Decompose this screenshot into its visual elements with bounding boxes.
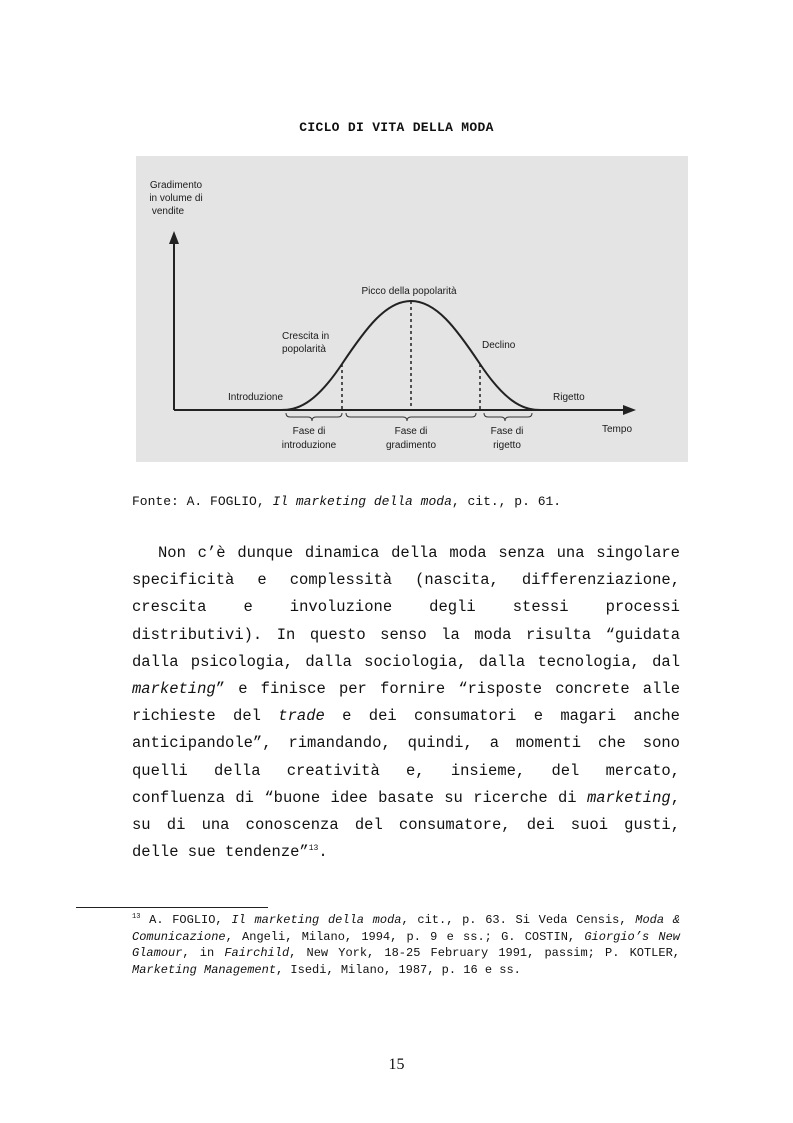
y-axis-label-line-1: Gradimento	[149, 180, 203, 191]
x-axis-arrow	[623, 405, 636, 415]
paragraph-italic-2: trade	[278, 707, 325, 726]
figure-source	[132, 494, 561, 509]
source-book-title: Il marketing della moda	[272, 494, 452, 509]
paragraph-text-2: ” e finisce per fornire “risposte concrete alle richieste del	[132, 680, 680, 726]
y-axis-label-line-2: in volume di	[149, 193, 203, 204]
y-axis-label-line-3: vendite	[151, 206, 185, 217]
phase-rigetto-line-1: Fase di	[490, 426, 524, 437]
footnote-text-4: , in	[182, 946, 225, 960]
footnote-separator	[76, 907, 268, 908]
bracket-rigetto	[484, 413, 532, 421]
paragraph-italic-1: marketing	[132, 680, 216, 699]
y-axis-arrow	[169, 231, 179, 244]
footnote-text-5: , New York, 18-25 February 1991, passim; P. KOTLER,	[289, 946, 680, 960]
footnote-reference[interactable]: 13	[308, 844, 319, 854]
paragraph-text-1: Non c’è dunque dinamica della moda senza una singolare specificità e complessità (nascita, differenziazione, crescita e involuzione degli stessi processi distributivi). In questo senso la moda risulta “guidata dalla psicologia, dalla sociologia, dalla tecnologia, dal	[132, 544, 680, 671]
paragraph-text-4: , su di una conoscenza del consumatore, dei suoi gusti, delle sue tendenze”	[132, 788, 680, 862]
page-number: 15	[388, 1056, 405, 1073]
footnote-italic-2: Moda & Comunicazione	[132, 913, 680, 944]
paragraph-end: .	[318, 843, 328, 862]
label-crescita-2: popolarità	[282, 344, 326, 355]
phase-gradimento-line-1: Fase di	[394, 426, 428, 437]
label-introduzione: Introduzione	[228, 392, 284, 403]
fashion-life-cycle-figure	[136, 156, 688, 462]
phase-rigetto-line-2: rigetto	[493, 440, 521, 451]
phase-introduzione-line-1: Fase di	[292, 426, 326, 437]
footnote-italic-4: Fairchild	[224, 946, 290, 960]
footnote-text-6: , Isedi, Milano, 1987, p. 16 e ss.	[276, 962, 521, 977]
footnote-13	[132, 912, 680, 978]
phase-gradimento-line-2: gradimento	[385, 440, 437, 451]
paragraph-text-3: e dei consumatori e magari anche anticipandole”, rimandando, quindi, a momenti che sono quelli della creatività e, insieme, del mercato, confluenza di “buone idee basate su ricerche di	[132, 707, 680, 807]
source-prefix: Fonte: A. FOGLIO,	[132, 494, 273, 509]
label-rigetto: Rigetto	[553, 392, 585, 403]
footnote-text-2: , cit., p. 63. Si Veda Censis,	[401, 913, 636, 927]
footnote-number: 13	[132, 913, 141, 921]
bracket-gradimento	[346, 413, 476, 421]
paragraph-italic-3: marketing	[586, 788, 671, 807]
phase-introduzione-line-2: introduzione	[281, 440, 337, 451]
label-crescita-1: Crescita in	[282, 331, 330, 342]
label-declino: Declino	[482, 340, 516, 351]
page-title: CICLO DI VITA DELLA MODA	[299, 120, 494, 135]
footnote-italic-3: Giorgio’s New Glamour	[132, 929, 680, 960]
bracket-introduzione	[286, 413, 342, 421]
label-picco: Picco della popolarità	[361, 286, 457, 297]
body-paragraph	[132, 540, 680, 866]
source-suffix: , cit., p. 61.	[451, 494, 562, 509]
footnote-text-1: A. FOGLIO,	[140, 913, 232, 927]
x-axis-label: Tempo	[602, 424, 633, 435]
footnote-italic-5: Marketing Management	[132, 962, 277, 977]
footnote-text-3: , Angeli, Milano, 1994, p. 9 e ss.; G. COSTIN,	[225, 929, 585, 944]
footnote-italic-1: Il marketing della moda	[231, 913, 402, 927]
